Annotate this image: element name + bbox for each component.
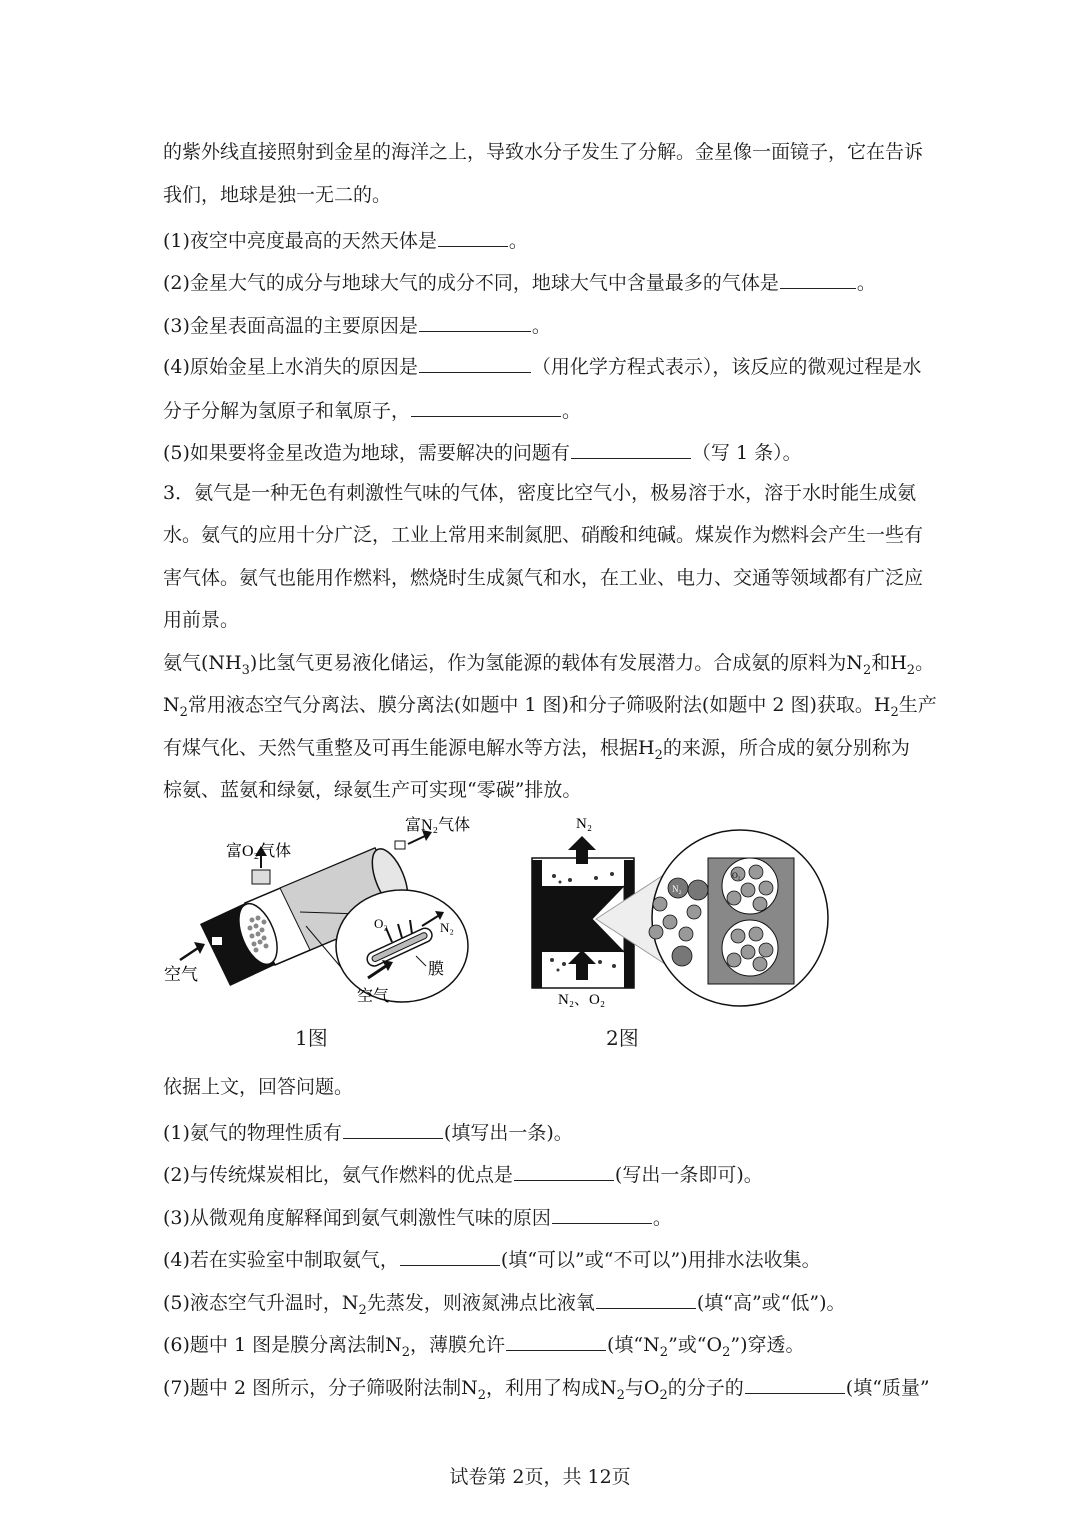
text-run: 有煤气化、天然气重整及可再生能源电解水等方法，根据H bbox=[163, 737, 655, 759]
subscript: 2 bbox=[659, 1344, 669, 1360]
answer-blank[interactable] bbox=[571, 438, 691, 459]
q3-5-text: (5)液态空气升温时，N bbox=[163, 1292, 359, 1314]
subscript: 2 bbox=[179, 704, 188, 720]
q3-3 bbox=[163, 1203, 923, 1230]
text-run: 的来源，所合成的氨分别称为 bbox=[662, 737, 910, 759]
answer-blank[interactable] bbox=[506, 1330, 606, 1351]
q2-4-line2 bbox=[163, 396, 923, 423]
q3-1 bbox=[163, 1118, 923, 1145]
q3-2 bbox=[163, 1160, 923, 1187]
text-run: 生产 bbox=[898, 694, 937, 716]
text-run: 氨气(NH bbox=[163, 652, 242, 674]
q2-2-text: (2)金星大气的成分与地球大气的成分不同，地球大气中含量最多的气体是 bbox=[163, 272, 779, 294]
q3-4-end: (填“可以”或“不可以”)用排水法收集。 bbox=[500, 1249, 821, 1271]
label-rich-n2: 富N₂气体 bbox=[405, 817, 471, 834]
inlet-slot bbox=[212, 937, 222, 945]
q3-7-mid: ，利用了构成N bbox=[486, 1377, 617, 1399]
mol-label-o2: O₂ bbox=[732, 871, 741, 880]
top-arrow-shaft bbox=[576, 848, 588, 864]
bottom-arrow-shaft bbox=[576, 964, 588, 980]
answer-blank[interactable] bbox=[596, 1288, 696, 1309]
figure-illustrations bbox=[160, 808, 950, 1058]
figures bbox=[160, 808, 950, 1058]
q3-p2-line4: 棕氨、蓝氨和绿氨，绿氨生产可实现“零碳”排放。 bbox=[163, 779, 582, 801]
o2-outlet-port bbox=[252, 870, 270, 884]
q2-1 bbox=[163, 226, 923, 253]
answer-blank[interactable] bbox=[419, 311, 531, 332]
text-run: )比氢气更易液化储运，作为氢能源的载体有发展潜力。合成氨的原料为N bbox=[249, 652, 863, 674]
q2-1-text: (1)夜空中亮度最高的天然天体是 bbox=[163, 230, 437, 252]
q3-p2-line3 bbox=[163, 736, 923, 768]
q3-4-text: (4)若在实验室中制取氨气， bbox=[163, 1249, 399, 1271]
label-rich-o2: 富O₂气体 bbox=[226, 843, 292, 860]
q2-1-end: 。 bbox=[508, 230, 528, 252]
intro-line-1: 的紫外线直接照射到金星的海洋之上，导致水分子发生了分解。金星像一面镜子，它在告诉 bbox=[163, 141, 924, 163]
q2-3 bbox=[163, 311, 923, 338]
subscript: 2 bbox=[722, 1344, 731, 1360]
q3-2-end: (写出一条即可)。 bbox=[614, 1164, 763, 1186]
q3-4 bbox=[163, 1245, 923, 1272]
q2-3-text: (3)金星表面高温的主要原因是 bbox=[163, 315, 418, 337]
q3-p1-line4: 用前景。 bbox=[163, 609, 240, 631]
answer-blank[interactable] bbox=[343, 1118, 443, 1139]
q3-3-text: (3)从微观角度解释闻到氨气刺激性气味的原因 bbox=[163, 1207, 551, 1229]
air-arrow-head bbox=[194, 942, 205, 954]
text-run: 。 bbox=[915, 652, 935, 674]
figure2-molecular-sieve bbox=[532, 830, 828, 1006]
subscript: 2 bbox=[654, 747, 663, 763]
subscript: 2 bbox=[659, 1387, 668, 1403]
q3-6-end: ”)穿透。 bbox=[730, 1334, 805, 1356]
q2-5 bbox=[163, 438, 923, 465]
q3-5 bbox=[163, 1288, 923, 1323]
q2-4-line2-text: 分子分解为氢原子和氧原子， bbox=[163, 400, 411, 422]
n2-arrow-line bbox=[408, 836, 425, 844]
left-wall bbox=[532, 860, 542, 988]
q3-6-post: (填“N bbox=[607, 1334, 660, 1356]
q3-7 bbox=[163, 1373, 930, 1408]
page-footer: 试卷第 2页，共 12页 bbox=[449, 1466, 631, 1488]
subscript: 2 bbox=[401, 1344, 410, 1360]
q3-6-or: ”或“O bbox=[668, 1334, 723, 1356]
subscript: 2 bbox=[906, 662, 916, 678]
intro-line-2: 我们，地球是独一无二的。 bbox=[163, 184, 392, 206]
q2-2-end: 。 bbox=[856, 272, 876, 294]
answer-blank[interactable] bbox=[745, 1373, 845, 1394]
figure1-membrane-module bbox=[180, 830, 468, 1002]
answer-blank[interactable] bbox=[400, 1245, 500, 1266]
figure2-caption: 2图 bbox=[606, 1026, 639, 1050]
q2-5-end: （写 1 条）。 bbox=[691, 442, 802, 464]
q3-p1-line1: 3．氨气是一种无色有刺激性气味的气体，密度比空气小，极易溶于水，溶于水时能生成氨 bbox=[163, 482, 917, 504]
top-arrow-head bbox=[568, 836, 596, 850]
q2-4-mid: （用化学方程式表示），该反应的微观过程是水 bbox=[531, 356, 922, 378]
answer-blank[interactable] bbox=[514, 1160, 614, 1181]
text-run: 常用液态空气分离法、膜分离法(如题中 1 图)和分子筛吸附法(如题中 2 图)获取。H bbox=[187, 694, 891, 716]
q2-4-line2-end: 。 bbox=[562, 400, 582, 422]
q2-2 bbox=[163, 268, 923, 295]
subscript: 2 bbox=[890, 704, 899, 720]
label-air: 空气 bbox=[164, 965, 198, 984]
label-membrane: 膜 bbox=[428, 961, 445, 978]
q2-4 bbox=[163, 352, 923, 379]
q3-6-mid: ，薄膜允许 bbox=[410, 1334, 506, 1356]
q3-7-end: (填“质量” bbox=[845, 1377, 930, 1399]
q3-2-text: (2)与传统煤炭相比，氨气作燃料的优点是 bbox=[163, 1164, 513, 1186]
subscript: 3 bbox=[241, 662, 250, 678]
q3-6 bbox=[163, 1330, 923, 1365]
q3-7-mid2: 与O bbox=[624, 1377, 660, 1399]
q3-1-end: (填写出一条)。 bbox=[443, 1122, 573, 1144]
answer-blank[interactable] bbox=[438, 226, 508, 247]
q3-7-mid3: 的分子的 bbox=[667, 1377, 744, 1399]
q3-1-text: (1)氨气的物理性质有 bbox=[163, 1122, 342, 1144]
subscript: 2 bbox=[862, 662, 872, 678]
q3-p1-line3: 害气体。氨气也能用作燃料，燃烧时生成氮气和水，在工业、电力、交通等领域都有广泛应 bbox=[163, 567, 924, 589]
text-run: 和H bbox=[871, 652, 907, 674]
q2-5-text: (5)如果要将金星改造为地球，需要解决的问题有 bbox=[163, 442, 570, 464]
answer-blank[interactable] bbox=[419, 352, 531, 373]
q3-7-text: (7)题中 2 图所示，分子筛吸附法制N bbox=[163, 1377, 478, 1399]
q2-4-text: (4)原始金星上水消失的原因是 bbox=[163, 356, 418, 378]
q3-3-end: 。 bbox=[652, 1207, 672, 1229]
q3-5-mid: 先蒸发，则液氮沸点比液氧 bbox=[366, 1292, 595, 1314]
q3-intro: 依据上文，回答问题。 bbox=[163, 1076, 354, 1098]
outlet-nozzle bbox=[395, 841, 405, 849]
label-air-inset: 空气 bbox=[357, 988, 390, 1005]
q3-p2-line1 bbox=[163, 651, 935, 683]
label-bottom-n2-o2: N₂、O₂ bbox=[558, 992, 606, 1008]
q3-5-end: (填“高”或“低”)。 bbox=[696, 1292, 846, 1314]
q3-p1-line2: 水。氨气的应用十分广泛，工业上常用来制氮肥、硝酸和纯碱。煤炭作为燃料会产生一些有 bbox=[163, 524, 924, 546]
label-inset-o2: O₂ bbox=[374, 916, 388, 931]
text-run: N bbox=[163, 694, 180, 716]
air-arrow-line bbox=[180, 948, 198, 960]
subscript: 2 bbox=[358, 1302, 367, 1318]
mol-label-n2: N₂ bbox=[672, 884, 682, 894]
answer-blank[interactable] bbox=[552, 1203, 652, 1224]
subscript: 2 bbox=[477, 1387, 486, 1403]
answer-blank[interactable] bbox=[780, 268, 856, 289]
q3-6-text: (6)题中 1 图是膜分离法制N bbox=[163, 1334, 402, 1356]
figure1-caption: 1图 bbox=[295, 1026, 328, 1050]
subscript: 2 bbox=[616, 1387, 625, 1403]
q2-3-end: 。 bbox=[531, 315, 551, 337]
label-inset-n2: N₂ bbox=[440, 920, 454, 935]
q3-p2-line2 bbox=[163, 693, 937, 725]
answer-blank[interactable] bbox=[411, 396, 561, 417]
label-top-n2: N₂ bbox=[576, 816, 593, 832]
